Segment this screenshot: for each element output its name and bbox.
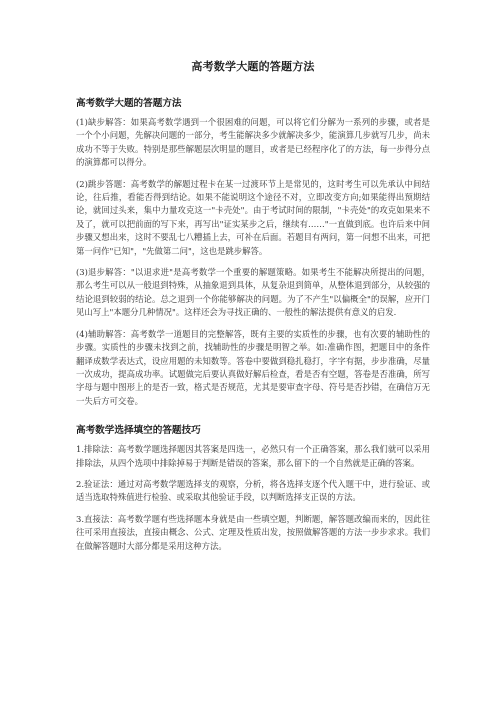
document-title: 高考数学大题的答题方法	[191, 60, 315, 73]
paragraph-partial-answer: (1)缺步解答：如果高考数学遇到一个很困难的问题，可以将它们分解为一系列的步骤，或者是一个个小问题，先解决问题的一部分，考生能解决多少就解决多少，能演算几步就写几步，尚未成功不等于失败。特别是那些解题层次明显的题目，或者是已经程序化了的方法，每一步得分点的演算都可以得分。	[76, 117, 430, 168]
paragraph-elimination-method: 1.排除法：高考数学题选择题因其答案是四选一，必然只有一个正确答案，那么我们就可以采用排除法，从四个选项中排除掉易于判断是错误的答案，那么留下的一个自然就是正确的答案。	[76, 444, 430, 468]
paragraph-step-back-answer: (3)退步解答："以退求进"是高考数学一个重要的解题策略。如果考生不能解决所提出的问题，那么考生可以从一般退到特殊，从抽象退到具体，从复杂退到简单，从整体退到部分，从较强的结论退到较弱的结论。总之退到一个你能够解决的问题。为了不产生"以偏概全"的误解，应开门见山写上"本题分几种情况"。这样还会为寻找正确的、一般性的解法提供有意义的启发.	[76, 267, 430, 318]
section-answer-methods	[76, 95, 430, 408]
section-heading: 高考数学大题的答题方法	[76, 98, 182, 109]
section-choice-fill-techniques	[76, 422, 430, 553]
paragraph-verification-method: 2.验证法：通过对高考数学题选择支的观察，分析，将各选择支逐个代入题干中，进行验证、或适当选取特殊值进行检验、或采取其他验证手段，以判断选择支正误的方法。	[76, 478, 430, 503]
paragraph-direct-method: 3.直接法：高考数学题有些选择题本身就是由一些填空题，判断题，解答题改编而来的，因此往往可采用直接法，直接由概念、公式、定理及性质出发，按照做解答题的方法一步步求求。我们在做解答题时大部分都是采用这种方法。	[76, 513, 430, 551]
paragraph-auxiliary-answer: (4)辅助解答：高考数学一道题目的完整解答，既有主要的实质性的步骤，也有次要的辅助性的步骤。实质性的步骤未找到之前，找辅助性的步骤是明智之举。如:准确作图，把题目中的条件翻译成数学表达式，设应用题的未知数等。答卷中要做到稳扎稳打，字字有据，步步准确，尽量一次成功，提高成功率。试题做完后要认真做好解后检查，看是否有空题，答卷是否准确，所写字母与题中图形上的是否一致，格式是否规范，尤其是要审查字母、符号是否抄错，在确信万无一失后方可交卷。	[76, 328, 430, 406]
paragraph-skip-step-answer: (2)跳步答题：高考数学的解题过程卡在某一过渡环节上是常见的，这时考生可以先承认中间结论，往后推，看能否得到结论。如果不能说明这个途径不对，立即改变方向;如果能得出预期结论，就回过头来，集中力量攻克这一"卡壳处"。由于考试时间的限制，"卡壳处"的攻克如果来不及了，就可以把前面的写下来，再写出"证实某步之后，继续有……"一直做到底。也许后来中间步骤又想出来，这时不要乱七八糟插上去，可补在后面。若题目有两问，第一问想不出来，可把第一问作"已知"，"先做第二问"，这也是跳步解答。	[76, 178, 430, 256]
section-heading: 高考数学选择填空的答题技巧	[76, 425, 201, 437]
